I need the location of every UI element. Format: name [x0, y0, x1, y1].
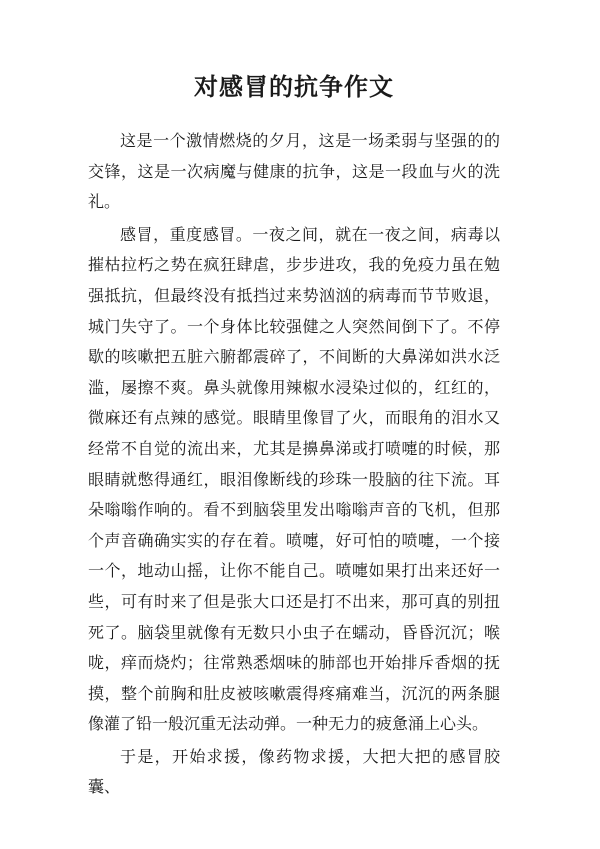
paragraph-3: 于是，开始求援，像药物求援，大把大把的感冒胶囊、: [88, 746, 500, 797]
document-title: 对感冒的抗争作文: [194, 72, 394, 101]
paragraph-1: 这是一个激情燃烧的夕月，这是一场柔弱与坚强的的交锋，这是一次病魔与健康的抗争，这是一段血与火的洗礼。: [88, 131, 500, 212]
paragraph-2: 感冒，重度感冒。一夜之间，就在一夜之间，病毒以摧枯拉朽之势在疯狂肆虐，步步进攻，我的免疫力虽在勉强抵抗，但最终没有抵挡过来势汹汹的病毒而节节败退，城门失守了。一个身体比较强健之人突然间倒下了。不停歇的咳嗽把五脏六腑都震碎了，不间断的大鼻涕如洪水泛滥，屡擦不爽。鼻头就像用辣椒水浸染过似的，红红的，微麻还有点辣的感觉。眼睛里像冒了火，而眼角的泪水又经常不自觉的流出来，尤其是擤鼻涕或打喷嚏的时候，那眼睛就憋得通红，眼泪像断线的珍珠一股脑的往下流。耳朵嗡嗡作响的。看不到脑袋里发出嗡嗡声音的飞机，但那个声音确确实实的存在着。喷嚏，好可怕的喷嚏，一个接一个，地动山摇，让你不能自己。喷嚏如果打出来还好一些，可有时来了但是张大口还是打不出来，那可真的别扭死了。脑袋里就像有无数只小虫子在蠕动，昏昏沉沉；喉咙，痒而烧灼；往常熟悉烟味的肺部也开始排斥香烟的抚摸，整个前胸和肚皮被咳嗽震得疼痛难当，沉沉的两条腿像灌了铅一般沉重无法动弹。一种无力的疲惫涌上心头。: [88, 224, 500, 734]
